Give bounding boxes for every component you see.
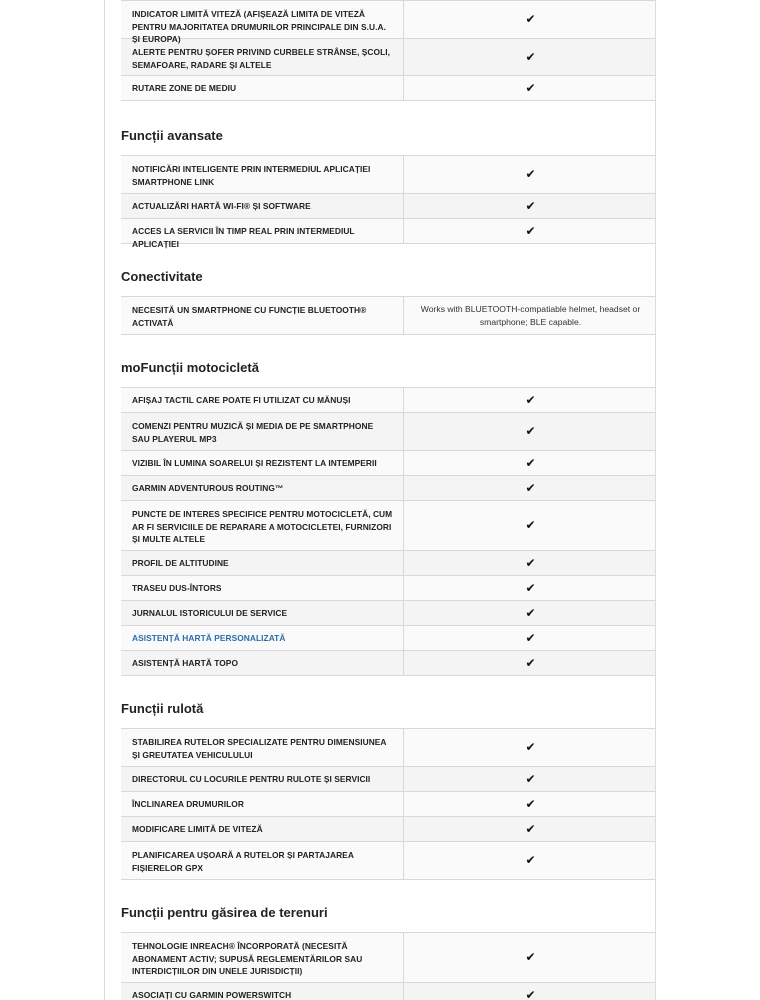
table-row <box>121 576 656 601</box>
feature-label: JURNALUL ISTORICULUI DE SERVICE <box>121 601 404 625</box>
spec-table <box>121 0 656 101</box>
spec-page <box>104 0 656 1000</box>
feature-value <box>404 194 656 218</box>
feature-value <box>404 729 656 766</box>
table-row <box>121 842 656 880</box>
feature-label: INDICATOR LIMITĂ VITEZĂ (AFIȘEAZĂ LIMITA DE VITEZĂ PENTRU MAJORITATEA DRUMURILOR PRINCIPALE DIN S.U.A. ȘI EUROPA) <box>121 1 404 38</box>
checkmark-icon: ✔ <box>525 167 536 181</box>
feature-label: RUTARE ZONE DE MEDIU <box>121 76 404 100</box>
feature-value <box>404 576 656 600</box>
checkmark-icon: ✔ <box>525 223 536 238</box>
table-row <box>121 39 656 76</box>
checkmark-icon: ✔ <box>525 821 536 836</box>
feature-value <box>404 388 656 412</box>
checkmark-icon: ✔ <box>525 518 536 532</box>
checkmark-icon: ✔ <box>525 796 536 811</box>
feature-value <box>404 601 656 625</box>
feature-value <box>404 76 656 100</box>
feature-label: PLANIFICAREA UȘOARĂ A RUTELOR ȘI PARTAJAREA FIȘIERELOR GPX <box>121 842 404 879</box>
feature-label: ASISTENȚĂ HARTĂ TOPO <box>121 651 404 675</box>
table-row <box>121 451 656 476</box>
checkmark-icon: ✔ <box>525 987 536 1000</box>
table-row <box>121 76 656 101</box>
checkmark-icon: ✔ <box>525 424 536 438</box>
table-row <box>121 626 656 651</box>
feature-label: NOTIFICĂRI INTELIGENTE PRIN INTERMEDIUL APLICAȚIEI SMARTPHONE LINK <box>121 156 404 193</box>
feature-label: PROFIL DE ALTITUDINE <box>121 551 404 575</box>
table-row <box>121 413 656 451</box>
feature-value <box>404 626 656 650</box>
checkmark-icon: ✔ <box>525 605 536 620</box>
table-row <box>121 983 656 1000</box>
feature-label: ACTUALIZĂRI HARTĂ WI-FI® ȘI SOFTWARE <box>121 194 404 218</box>
feature-value <box>404 156 656 193</box>
feature-label: DIRECTORUL CU LOCURILE PENTRU RULOTE ȘI SERVICII <box>121 767 404 791</box>
feature-value <box>404 983 656 1000</box>
feature-label: AFIȘAJ TACTIL CARE POATE FI UTILIZAT CU MĂNUȘI <box>121 388 404 412</box>
spec-table <box>121 728 656 880</box>
table-row <box>121 729 656 767</box>
feature-value <box>404 792 656 816</box>
checkmark-icon: ✔ <box>525 580 536 595</box>
table-row <box>121 156 656 194</box>
feature-value <box>404 551 656 575</box>
checkmark-icon: ✔ <box>525 630 536 645</box>
feature-label: PUNCTE DE INTERES SPECIFICE PENTRU MOTOCICLETĂ, CUM AR FI SERVICIILE DE REPARARE A MOTOCICLETEI, FURNIZORI ȘI MULTE ALTELE <box>121 501 404 550</box>
feature-label: TRASEU DUS-ÎNTORS <box>121 576 404 600</box>
feature-label: GARMIN ADVENTUROUS ROUTING™ <box>121 476 404 500</box>
section-title: Funcții rulotă <box>121 701 204 716</box>
feature-label: NECESITĂ UN SMARTPHONE CU FUNCȚIE BLUETOOTH® ACTIVATĂ <box>121 297 404 334</box>
table-row <box>121 501 656 551</box>
feature-label: ACCES LA SERVICII ÎN TIMP REAL PRIN INTERMEDIUL APLICAȚIEI <box>121 219 404 243</box>
feature-label: VIZIBIL ÎN LUMINA SOARELUI ȘI REZISTENT LA INTEMPERII <box>121 451 404 475</box>
table-row <box>121 651 656 676</box>
feature-label: TEHNOLOGIE INREACH® ÎNCORPORATĂ (NECESITĂ ABONAMENT ACTIV; SUPUSĂ REGLEMENTĂRILOR SAU INTERDICȚIILOR DIN UNELE JURISDICȚII) <box>121 933 404 982</box>
checkmark-icon: ✔ <box>525 771 536 786</box>
checkmark-icon: ✔ <box>525 950 536 964</box>
table-row <box>121 476 656 501</box>
table-row <box>121 194 656 219</box>
feature-link[interactable]: ASISTENȚĂ HARTĂ PERSONALIZATĂ <box>121 626 404 650</box>
spec-table <box>121 155 656 249</box>
feature-label: ÎNCLINAREA DRUMURILOR <box>121 792 404 816</box>
table-row <box>121 817 656 842</box>
checkmark-icon: ✔ <box>525 655 536 670</box>
feature-value <box>404 933 656 982</box>
feature-value <box>404 39 656 75</box>
section-title: Funcții avansate <box>121 128 223 143</box>
table-row <box>121 792 656 817</box>
table-row <box>121 1 656 45</box>
feature-label: COMENZI PENTRU MUZICĂ ȘI MEDIA DE PE SMARTPHONE SAU PLAYERUL MP3 <box>121 413 404 450</box>
feature-value <box>404 219 656 243</box>
checkmark-icon: ✔ <box>525 480 536 495</box>
table-row <box>121 933 656 983</box>
section-title: Conectivitate <box>121 269 203 284</box>
spec-table <box>121 932 656 1000</box>
checkmark-icon: ✔ <box>525 740 536 754</box>
checkmark-icon: ✔ <box>525 198 536 213</box>
checkmark-icon: ✔ <box>525 392 536 407</box>
feature-label: ASOCIAȚI CU GARMIN POWERSWITCH <box>121 983 404 1000</box>
table-row <box>121 297 656 335</box>
table-row <box>121 601 656 626</box>
spec-table <box>121 296 656 335</box>
checkmark-icon: ✔ <box>525 80 536 95</box>
section-title: moFuncții motocicletă <box>121 360 259 375</box>
section-title: Funcții pentru găsirea de terenuri <box>121 905 328 920</box>
table-row <box>121 388 656 413</box>
feature-value <box>404 817 656 841</box>
feature-value <box>404 451 656 475</box>
checkmark-icon: ✔ <box>525 49 536 64</box>
table-row <box>121 767 656 792</box>
feature-value <box>404 651 656 675</box>
table-row <box>121 551 656 576</box>
checkmark-icon: ✔ <box>525 853 536 867</box>
feature-value <box>404 413 656 450</box>
checkmark-icon: ✔ <box>525 12 536 26</box>
feature-value <box>404 501 656 550</box>
feature-value-text: Works with BLUETOOTH-compatiable helmet, headset or smartphone; BLE capable. <box>420 303 641 327</box>
table-row <box>121 219 656 249</box>
feature-value <box>404 767 656 791</box>
feature-label: MODIFICARE LIMITĂ DE VITEZĂ <box>121 817 404 841</box>
checkmark-icon: ✔ <box>525 455 536 470</box>
spec-table <box>121 387 656 676</box>
feature-value <box>404 842 656 879</box>
feature-label: ALERTE PENTRU ȘOFER PRIVIND CURBELE STRÂNSE, ȘCOLI, SEMAFOARE, RADARE ȘI ALTELE <box>121 39 404 75</box>
feature-value <box>404 476 656 500</box>
feature-value <box>404 1 656 38</box>
feature-label: STABILIREA RUTELOR SPECIALIZATE PENTRU DIMENSIUNEA ȘI GREUTATEA VEHICULULUI <box>121 729 404 766</box>
checkmark-icon: ✔ <box>525 555 536 570</box>
